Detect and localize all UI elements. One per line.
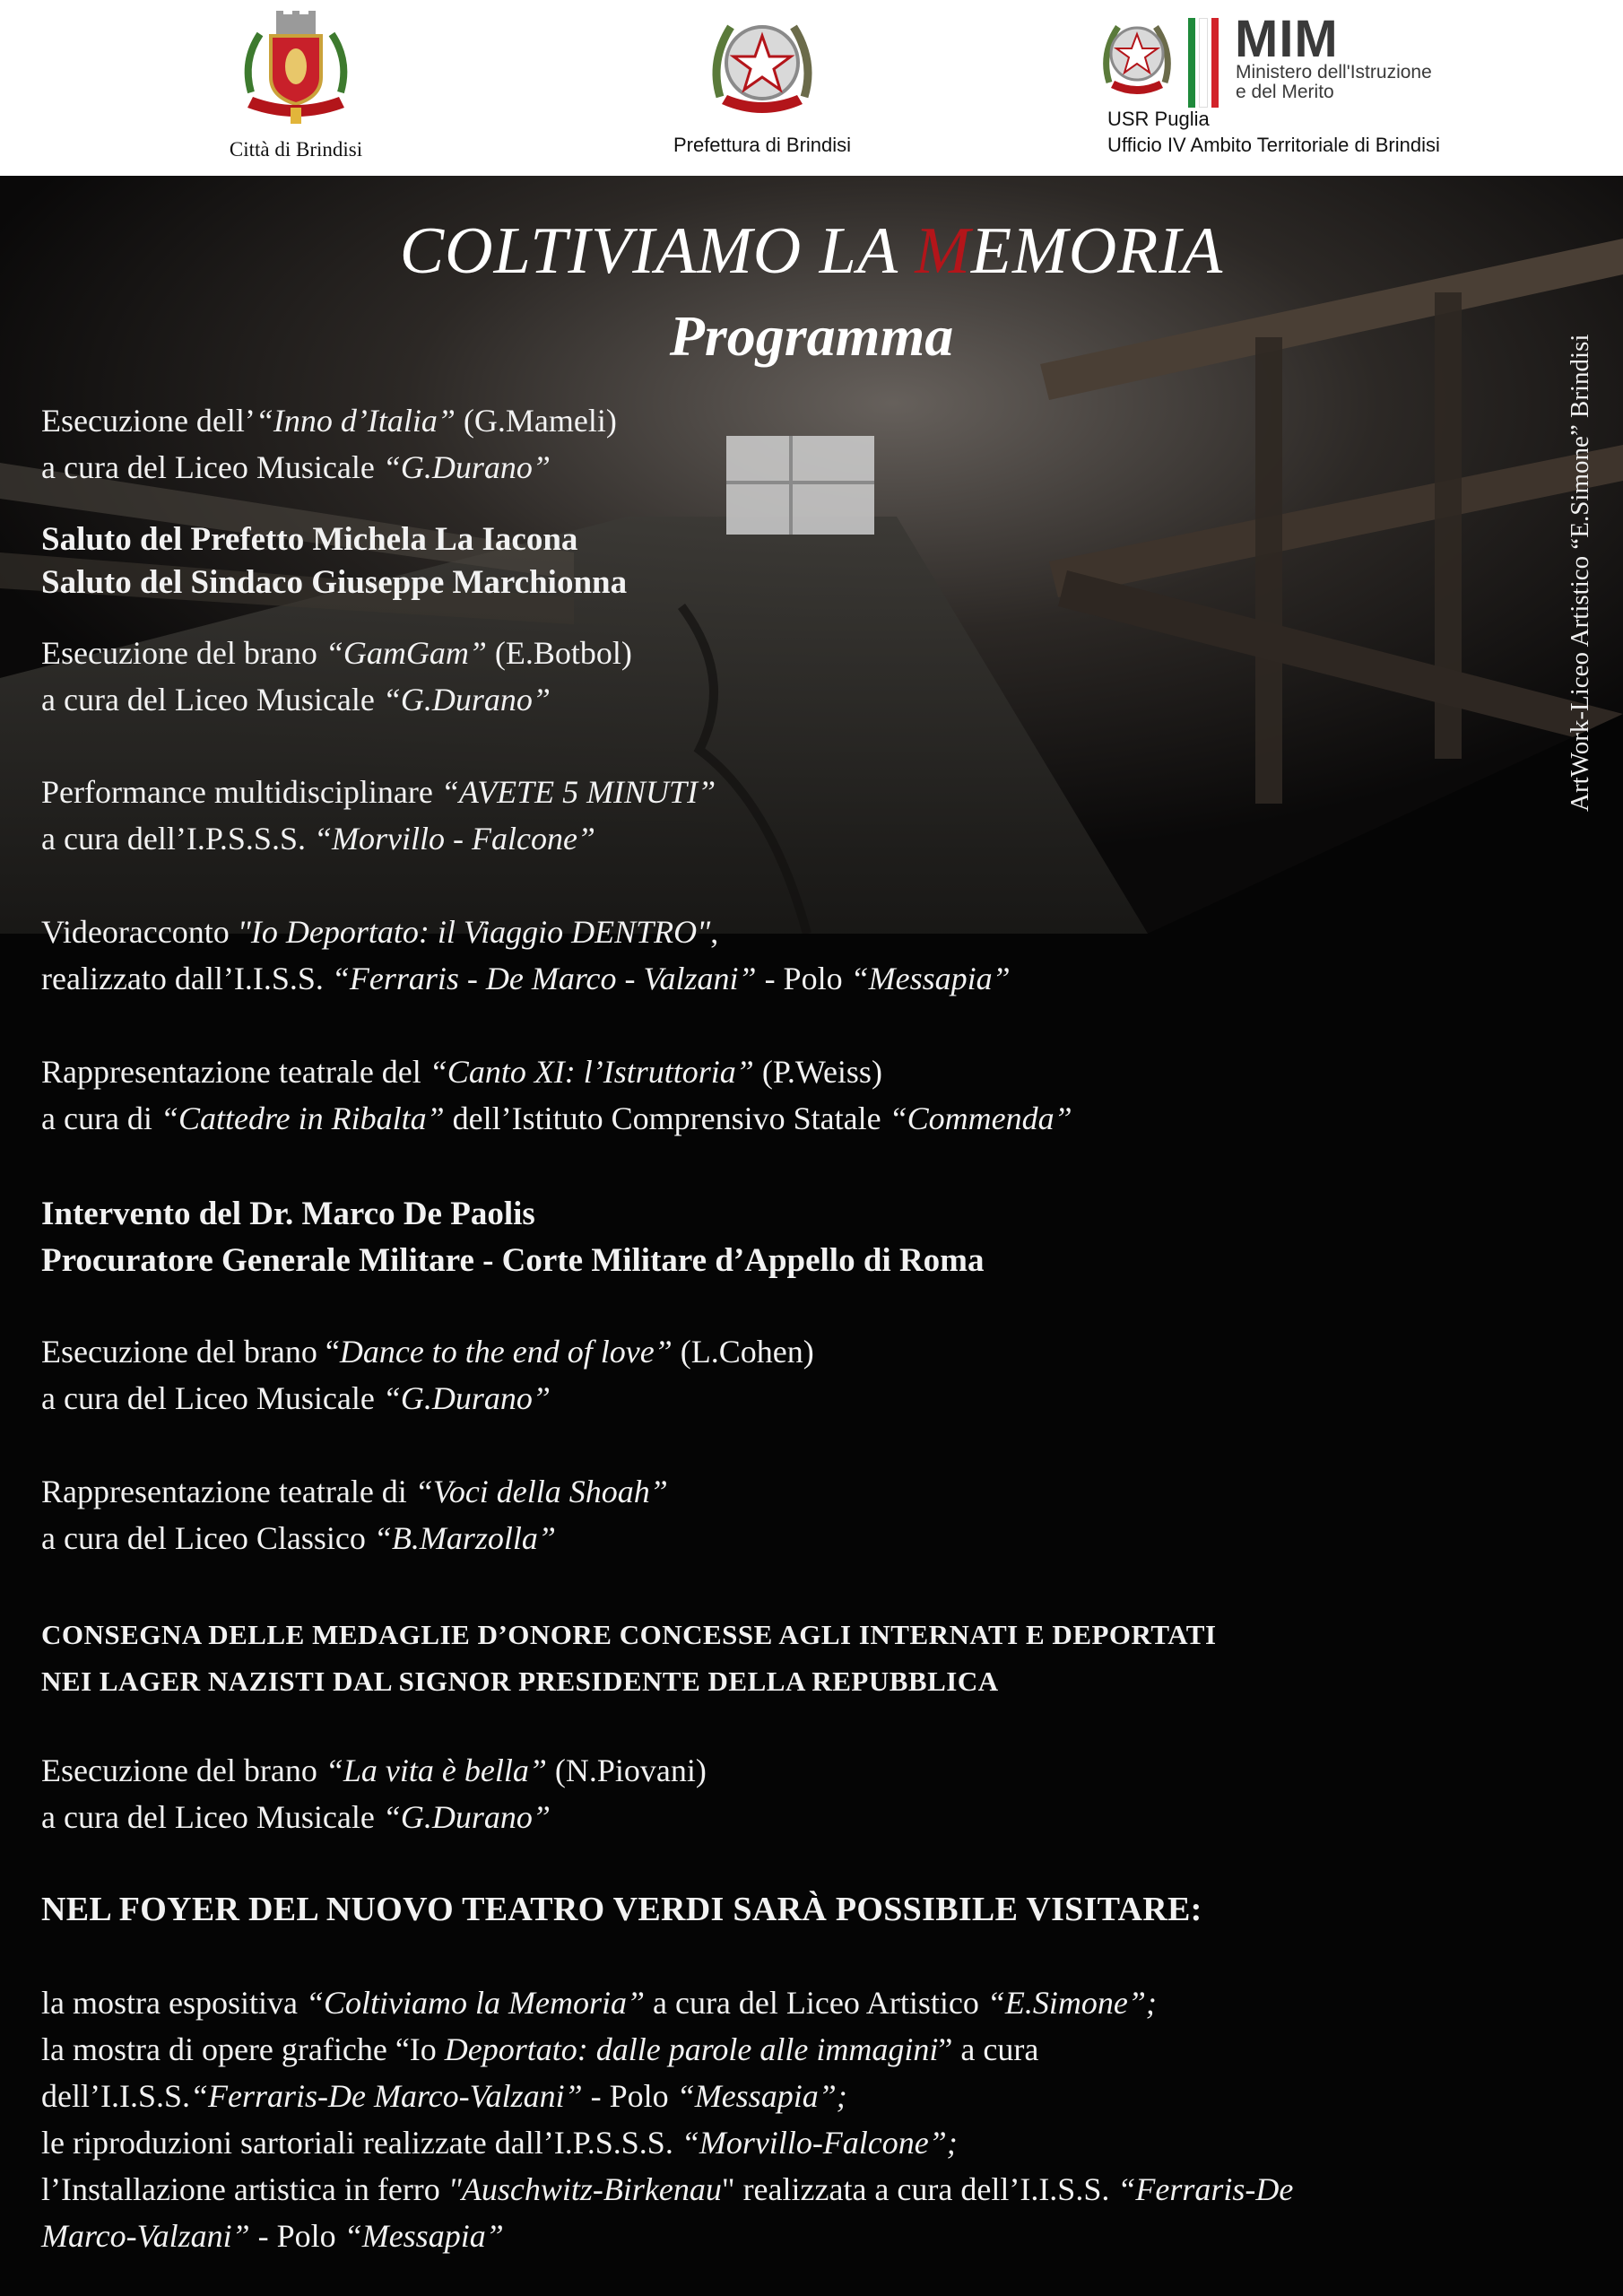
text: ” a cura [938,2031,1039,2067]
item-line [41,630,1566,676]
text: (E.Botbol) [486,635,632,671]
text: le riproduzioni sartoriali realizzate dall’I.P.S.S.S. [41,2125,681,2161]
school-name: “Morvillo-Falcone”; [681,2125,958,2161]
greeting-prefetto: Saluto del Prefetto Michela La Iacona [41,521,578,558]
medaglie-line2: NEI LAGER NAZISTI DAL SIGNOR PRESIDENTE DELLA REPUBBLICA [41,1665,999,1697]
exhibit-line [41,1979,1566,2026]
text: l’Installazione artistica in ferro [41,2171,448,2207]
program-item-voci-shoah [41,1468,1566,1561]
program-item-vita-bella [41,1747,1566,1840]
text: Performance multidisciplinare [41,774,441,810]
mim-sub-line1: Ministero dell'Istruzione [1236,62,1432,83]
mim-sub-line2: e del Merito [1236,82,1334,102]
text: Rappresentazione teatrale del [41,1054,430,1090]
exhibit-line [41,2073,1566,2119]
text: dell’I.I.S.S. [41,2078,190,2114]
item-line [41,1468,1566,1515]
title-accent-letter: M [915,214,971,288]
text: (L.Cohen) [672,1334,814,1370]
exhibits-list [41,1979,1566,2259]
text: Videoracconto [41,914,238,950]
text: a cura del Liceo Artistico [644,1985,987,2021]
school-name: “G.Durano” [382,682,551,718]
text: (G.Mameli) [455,403,617,439]
text: , [710,914,719,950]
work-title: Dance to the end of love” [339,1334,673,1370]
text: Rappresentazione teatrale di [41,1474,415,1509]
exhibit-line [41,2166,1566,2213]
text: Esecuzione del brano [41,1752,325,1788]
exhibit-title: Deportato: dalle parole alle immagini [444,2031,939,2067]
citta-di-brindisi-logo [206,7,386,161]
program-item-greetings [41,518,1566,604]
program-item-cohen [41,1328,1566,1422]
item-line [41,909,1566,955]
item-line [41,1048,1566,1095]
text: a cura del Liceo Musicale [41,449,383,485]
text: a cura del Liceo Classico [41,1520,374,1556]
school-name: “B.Marzolla” [373,1520,556,1556]
school-name: “Ferraris-De Marco-Valzani” [190,2078,583,2114]
exhibit-title: “Coltiviamo la Memoria” [305,1985,645,2021]
text: a cura del Liceo Musicale [41,682,383,718]
program-item-gamgam [41,630,1566,723]
item-line [41,769,1566,815]
item-line [41,815,1566,862]
text: Esecuzione del brano [41,635,325,671]
republic-emblem-icon [1098,13,1176,99]
program-item-anthem [41,397,1566,491]
usr-line1: USR Puglia [1107,108,1210,130]
item-line [41,1375,1566,1422]
school-name: “G.Durano” [382,1380,551,1416]
medaglie-line1: CONSEGNA DELLE MEDAGLIE D’ONORE CONCESSE AGLI INTERNATI E DEPORTATI [41,1619,1217,1650]
work-title: "Io Deportato: il Viaggio DENTRO" [237,914,711,950]
item-line [41,397,1566,444]
work-title: “La vita è bella” [325,1752,547,1788]
text: la mostra di opere grafiche “Io [41,2031,445,2067]
prefettura-caption: Prefettura di Brindisi [673,134,852,156]
work-title: “GamGam” [325,635,487,671]
artwork-credit: ArtWork-Liceo Artistico “E.Simone” Brindisi [1566,334,1594,812]
text: realizzato dall’I.I.S.S. [41,961,332,996]
item-line [41,1328,1566,1375]
flag-white-stripe [1199,18,1208,108]
speaker-role: Procuratore Generale Militare - Corte Militare d’Appello di Roma [41,1242,985,1279]
text: (N.Piovani) [546,1752,707,1788]
program-item-intervento [41,1191,1566,1284]
mim-logo [1098,10,1475,170]
title-part2: EMORIA [970,214,1224,288]
logo-header [0,0,1623,176]
page-subtitle: Programma [669,304,954,368]
work-title: “Canto XI: l’Istruttoria” [429,1054,754,1090]
school-name: “Morvillo - Falcone” [313,821,595,857]
text: Esecuzione dell’ [41,403,256,439]
item-line [41,1515,1566,1561]
text: a cura del Liceo Musicale [41,1380,383,1416]
city-coat-of-arms-icon [233,7,359,128]
exhibit-line [41,2119,1566,2166]
text: a cura di [41,1100,161,1136]
item-line [41,955,1566,1002]
flag-green-stripe [1188,18,1195,108]
polo-name: “Messapia” [343,2218,504,2254]
greeting-sindaco: Saluto del Sindaco Giuseppe Marchionna [41,564,628,601]
text: - Polo [582,2078,677,2114]
item-line [41,1794,1566,1840]
usr-text [1107,106,1440,158]
program-item-performance [41,769,1566,862]
exhibit-title: "Auschwitz-Birkenau [447,2171,722,2207]
usr-line2: Ufficio IV Ambito Territoriale di Brindisi [1107,134,1440,156]
italian-republic-emblem-icon [704,7,820,124]
school-name: “G.Durano” [382,449,551,485]
school-name: “Commenda” [889,1100,1072,1136]
polo-name: “Messapia” [850,961,1011,996]
text: a cura del Liceo Musicale [41,1799,383,1835]
title-part1: COLTIVIAMO LA [399,214,916,288]
mim-title: MIM [1235,10,1339,68]
flag-red-stripe [1211,18,1219,108]
program-item-istruttoria [41,1048,1566,1142]
text: " realizzata a cura dell’I.I.S.S. [721,2171,1118,2207]
page-title [0,213,1623,290]
foyer-heading: NEL FOYER DEL NUOVO TEATRO VERDI SARÀ POSSIBILE VISITARE: [41,1891,1202,1928]
item-line [41,1095,1566,1142]
school-name: “Ferraris - De Marco - Valzani” [331,961,757,996]
item-line [41,1747,1566,1794]
polo-name: “Messapia”; [676,2078,847,2114]
work-title: “Voci della Shoah” [414,1474,668,1509]
item-line [41,444,1566,491]
text: la mostra espositiva [41,1985,306,2021]
text: (P.Weiss) [753,1054,882,1090]
school-name: “E.Simone”; [986,1985,1157,2021]
text: a cura dell’I.P.S.S.S. [41,821,314,857]
school-name: “Ferraris-De [1117,2171,1294,2207]
work-title: “Inno d’Italia” [255,403,456,439]
item-line [41,676,1566,723]
program-item-medaglie [41,1612,1566,1705]
italian-flag-icon [1188,18,1219,108]
school-name: “G.Durano” [382,1799,551,1835]
exhibit-line [41,2213,1566,2259]
group-name: “Cattedre in Ribalta” [160,1100,445,1136]
school-name: Marco-Valzani” [41,2218,250,2254]
text: dell’Istituto Comprensivo Statale [444,1100,890,1136]
citta-caption: Città di Brindisi [229,138,363,161]
text: Esecuzione del brano “ [41,1334,340,1370]
program-item-videoracconto [41,909,1566,1002]
work-title: “AVETE 5 MINUTI” [440,774,716,810]
text: - Polo [249,2218,344,2254]
exhibit-line [41,2026,1566,2073]
prefettura-logo [655,7,870,157]
text: - Polo [756,961,851,996]
mim-subtitle [1236,63,1432,102]
speaker-name: Intervento del Dr. Marco De Paolis [41,1196,535,1232]
